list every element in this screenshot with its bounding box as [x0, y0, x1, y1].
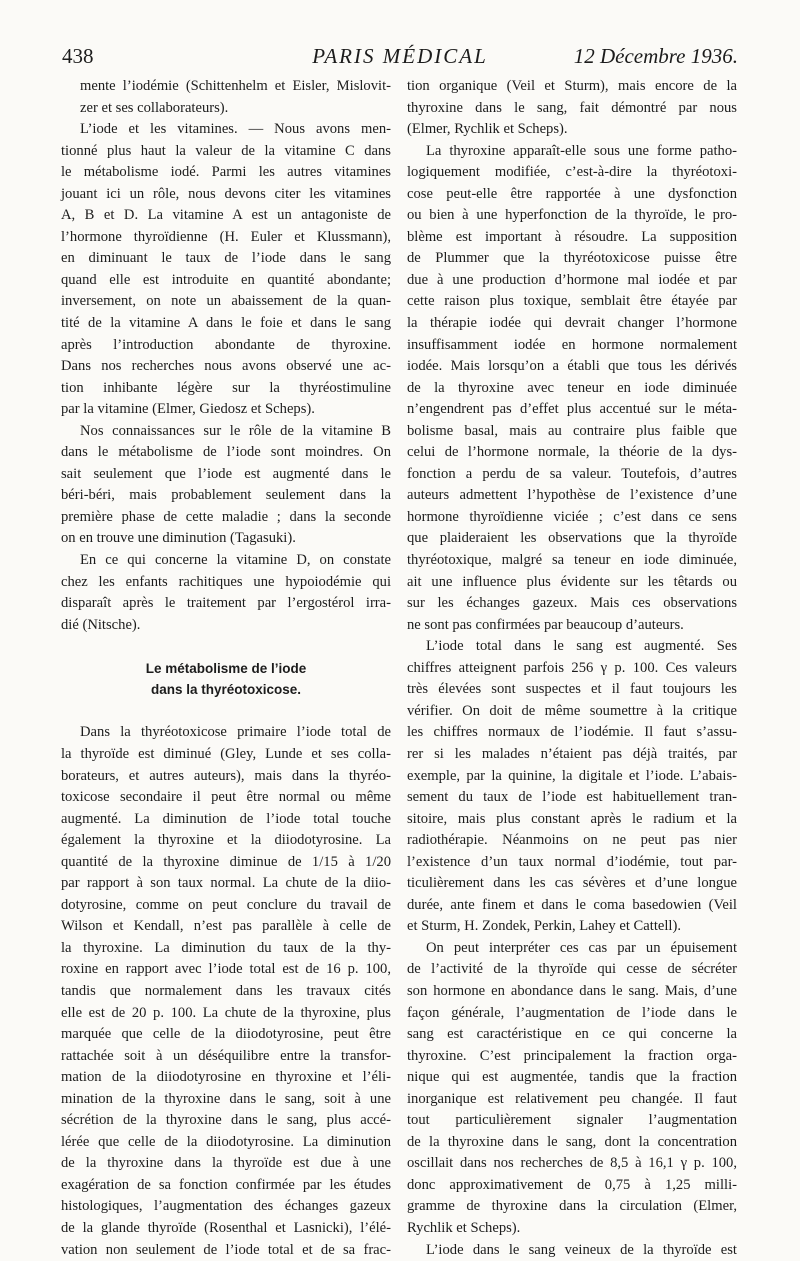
text-line: la thyroxine. La diminution du taux de la thy- [61, 939, 391, 956]
text-line: auteurs admettent l’hypothèse de l’existence d’une [407, 487, 737, 504]
paragraph [61, 76, 391, 119]
text-line: ou bien à une hyperfonction de la thyroïde, le pro- [407, 207, 737, 224]
text-line: augmenté. La diminution de l’iode total touche [61, 810, 391, 827]
text-line: inorganique est relativement peu changée. Il faut [407, 1090, 737, 1107]
text-line: sang est caractéristique en ce qui concerne la [407, 1026, 737, 1043]
text-line: de l’activité de la thyroïde qui cesse de sécréter [407, 961, 737, 978]
text-line: on en trouve une diminution (Tagasuki). [61, 530, 296, 547]
text-line: mente l’iodémie (Schittenhelm et Eisler, Mislovit- [80, 78, 391, 94]
text-line: On peut interpréter ces cas par un épuisement [426, 939, 737, 956]
text-line: sait seulement que l’iode est augmenté dans le [61, 465, 391, 482]
text-line: vation non seulement de l’iode total et de sa frac- [61, 1241, 391, 1258]
text-line: de la thyroxine avec teneur en iode diminuée [407, 379, 737, 396]
text-line: tion inhibante légère sur la thyréostimuline [61, 379, 391, 396]
text-line: En ce qui concerne la vitamine D, on constate [80, 552, 391, 569]
text-line: dans la thyréotoxicose. [150, 682, 302, 698]
text-line: rattachée soit à un déséquilibre entre la transfor- [61, 1047, 391, 1064]
text-line: de Plummer que la thyréotoxicose puisse être [407, 250, 737, 267]
text-line: lérée que celle de la diiodotyrosine. La diminution [61, 1133, 391, 1150]
text-line: Nos connaissances sur le rôle de la vitamine B [80, 422, 391, 439]
text-line: cose peut-elle être rapportée à une dysfonction [407, 185, 737, 202]
text-line: chez les enfants rachitiques une hypoiodémie qui [61, 573, 391, 590]
text-line: quantité de la thyroxine diminue de 1/15 à 1/20 [61, 853, 391, 870]
text-line: ait une influence plus évidente sur les têtards ou [407, 573, 737, 590]
text-line: chiffres atteignent parfois 256 γ p. 100. Ces valeurs [407, 659, 737, 676]
text-line: thyréotoxique, malgré sa teneur en iode diminuée, [407, 552, 737, 569]
text-line: et Sturm, H. Zondek, Perkin, Lahey et Cattell). [407, 918, 681, 935]
page-header [62, 44, 738, 74]
text-line: de la glande thyroïde (Rosenthal et Lasnicki), l’élé- [61, 1219, 391, 1236]
text-line: béri-béri, mais probablement seulement dans la [61, 487, 391, 504]
text-line: marquée que celle de la diiodotyrosine, peut être [61, 1026, 391, 1043]
text-line: tion organique (Veil et Sturm), mais encore de la [407, 78, 737, 94]
text-line: Dans la thyréotoxicose primaire l’iode total de [80, 724, 391, 741]
text-line: roxine en rapport avec l’iode total est de 16 p. 100, [61, 961, 391, 978]
paragraph [407, 938, 737, 1240]
paragraph [407, 1240, 737, 1261]
text-line: sitoire, mais plus constant après le radium et la [407, 810, 737, 827]
text-line: tandis que normalement dans les travaux cités [61, 982, 391, 999]
text-line: sement du taux de l’iode est habituellement tran- [407, 789, 737, 806]
issue-date: 12 Décembre 1936. [573, 44, 738, 68]
text-line: tionné plus haut la valeur de la vitamine C dans [61, 142, 391, 159]
text-line: première phase de cette maladie ; dans la seconde [61, 508, 391, 525]
text-line: jouant ici un rôle, nous devons citer les vitamines [61, 185, 391, 202]
page-number: 438 [62, 44, 94, 68]
section-subheading [61, 658, 391, 701]
text-line: façon générale, l’augmentation de l’iode dans le [407, 1004, 737, 1021]
text-line: inversement, on note un abaissement de la quan- [61, 293, 391, 310]
text-line: que plaideraient les observations que la thyroïde [407, 530, 737, 547]
text-line: les chiffres normaux de l’iodémie. Il faut s’assu- [407, 724, 737, 741]
text-line: borateurs, et autres auteurs), mais dans la thyréo- [61, 767, 391, 784]
text-line: histologiques, l’augmentation des échanges gazeux [61, 1198, 391, 1215]
text-line: dans le métabolisme de l’iode sont moindres. On [61, 444, 391, 461]
text-line: tout particulièrement signaler l’augmentation [407, 1112, 737, 1129]
text-line: gramme de thyroxine dans la circulation (Elmer, [407, 1198, 737, 1215]
left-column [61, 76, 391, 1261]
text-line: durée, ante finem et dans le coma basedowien (Veil [407, 896, 737, 913]
text-line: n’engendrent pas d’effet plus accentué sur le méta- [407, 401, 737, 418]
paragraph [61, 722, 391, 1261]
text-line: également la thyroxine et la diiodotyrosine. La [61, 832, 391, 849]
text-line: elle est de 20 p. 100. La chute de la thyroxine, plus [61, 1004, 391, 1021]
text-line: nique qui est augmentée, tandis que la fraction [407, 1069, 737, 1086]
text-line: bolisme basal, mais au contraire plus faible que [407, 422, 737, 439]
text-line: de la thyroxine dans la thyroïde est due à une [61, 1155, 391, 1172]
text-line: sur les échanges gazeux. Mais ces observations [407, 595, 737, 612]
text-line: insuffisamment iodée en hormone normalement [407, 336, 737, 353]
paragraph [407, 141, 737, 637]
text-line: de la thyroxine dans le sang, dont la concentration [407, 1133, 737, 1150]
text-line: exemple, par la quinine, la digitale et l’iode. L’abais- [407, 767, 737, 784]
text-line: blème est important à résoudre. La supposition [407, 228, 737, 245]
text-line: celui de l’hormone normale, la théorie de la dys- [407, 444, 737, 461]
text-line: Wilson et Kendall, n’est pas parallèle à celle de [61, 918, 391, 935]
text-line: (Elmer, Rychlik et Scheps). [407, 121, 568, 138]
text-line: l’hormone thyroïdienne (H. Euler et Klussmann), [61, 228, 391, 245]
text-line: par rapport à son taux normal. La chute de la diio- [61, 875, 391, 892]
text-line: donc approximativement de 0,75 à 1,25 milli- [407, 1176, 737, 1193]
text-line: disparaît après le traitement par l’ergostérol irra- [61, 595, 391, 612]
text-line: L’iode dans le sang veineux de la thyroïde est [426, 1241, 737, 1258]
right-column [407, 76, 737, 1261]
text-line: thyroxine dans le sang, fait démontré par nous [407, 99, 737, 116]
text-line: très élevées sont suspectes et il faut toujours les [407, 681, 737, 698]
text-line: Dans nos recherches nous avons observé une ac- [61, 358, 391, 375]
text-line: la thyroïde est diminué (Gley, Lunde et ses colla- [61, 745, 391, 762]
text-line: thyroxine. C’est principalement la fraction orga- [407, 1047, 737, 1064]
text-line: rer si les malades n’étaient pas déjà traités, par [407, 745, 737, 762]
text-line: mation de la diiodotyrosine en thyroxine et l’éli- [61, 1069, 391, 1086]
text-line: vérifier. On doit de même soumettre à la critique [407, 702, 737, 719]
text-line: en diminuant le taux de l’iode dans le sang [61, 250, 391, 267]
text-line: oscillait dans nos recherches de 8,5 à 16,1 γ p. 100, [407, 1155, 737, 1172]
text-line: son hormone en abondance dans le sang. Mais, d’une [407, 982, 737, 999]
text-line: toxicose secondaire il peut être normal ou même [61, 789, 391, 806]
text-line: dié (Nitsche). [61, 616, 141, 633]
paragraph [407, 636, 737, 938]
text-line: quand elle est introduite en quantité abondante; [61, 271, 391, 288]
text-line: sécrétion de la thyroxine dans le sang, plus accé- [61, 1112, 391, 1129]
paragraph [61, 119, 391, 421]
text-line: due à une production d’hormone mal iodée et par [407, 271, 737, 288]
text-line: Le métabolisme de l’iode [145, 660, 307, 676]
text-line: exagération de sa fonction confirmée par les études [61, 1176, 391, 1193]
text-line: radiothérapie. Néanmoins on ne peut pas nier [407, 832, 737, 849]
text-line: Rychlik et Scheps). [407, 1219, 521, 1236]
text-line: logiquement modifiée, c’est-à-dire la thyréotoxi- [407, 164, 737, 181]
text-line: le métabolisme iodé. Parmi les autres vitamines [61, 164, 391, 181]
text-line: iodée. Mais lorsqu’on a établi que tous les dérivés [407, 358, 737, 375]
text-line: dotyrosine, comme on peut conclure du travail de [61, 896, 391, 913]
paragraph [407, 76, 737, 141]
text-line: A, B et D. La vitamine A est un antagoniste de [61, 207, 391, 224]
text-line: la thérapie iodée qui devrait changer l’hormone [407, 315, 737, 332]
text-line: après l’introduction abondante de thyroxine. [61, 336, 391, 353]
paragraph [61, 421, 391, 550]
text-line: tité de la vitamine A dans le foie et dans le sang [61, 315, 391, 332]
text-line: hormone thyroïdienne viciée ; c’est dans ce sens [407, 508, 737, 525]
text-line: L’iode total dans le sang est augmenté. Ses [426, 638, 737, 655]
text-line: l’existence d’un taux normal d’iodémie, tout par- [407, 853, 737, 870]
paragraph [61, 550, 391, 636]
text-line: L’iode et les vitamines. — Nous avons men- [80, 121, 391, 138]
text-line: zer et ses collaborateurs). [80, 99, 229, 116]
text-line: La thyroxine apparaît-elle sous une forme patho- [426, 142, 737, 159]
text-line: fonction a perdu de sa valeur. Toutefois, d’autres [407, 465, 737, 482]
text-line: ticulièrement dans les cas sévères et d’une longue [407, 875, 737, 892]
text-line: cette raison plus toxique, semblait être étayée par [407, 293, 737, 310]
journal-title: PARIS MÉDICAL [312, 44, 488, 68]
text-line: par la vitamine (Elmer, Giedosz et Scheps). [61, 401, 315, 418]
text-line: mination de la thyroxine dans le sang, soit à une [61, 1090, 391, 1107]
text-line: ne sont pas confirmées par beaucoup d’auteurs. [407, 616, 684, 633]
